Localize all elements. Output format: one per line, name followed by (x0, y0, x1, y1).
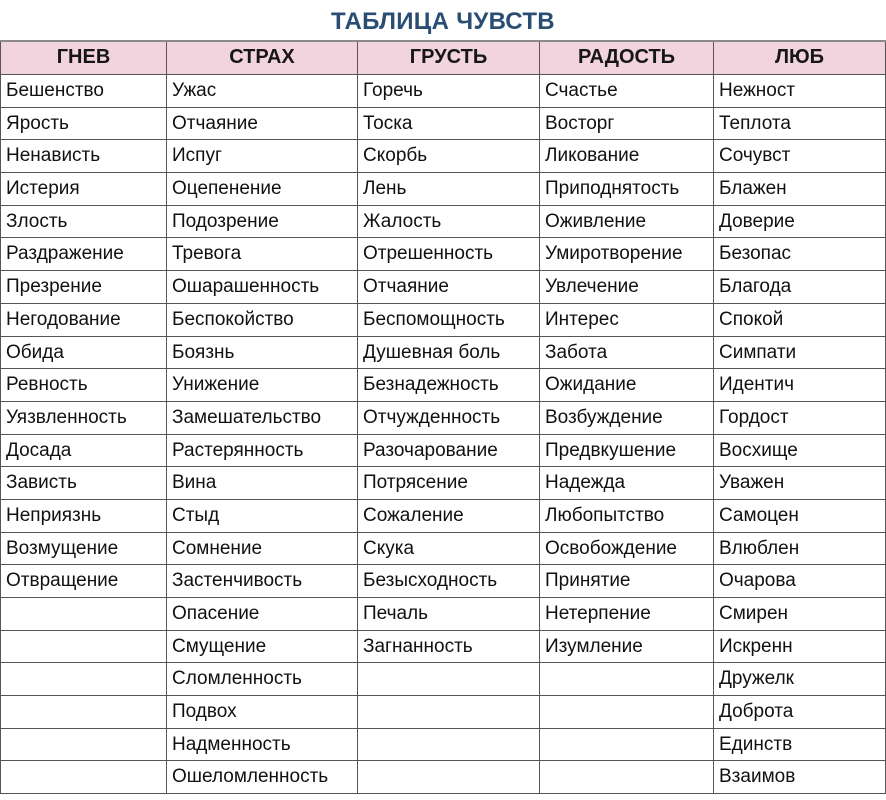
table-cell: Замешательство (167, 402, 358, 435)
table-cell: Изумление (540, 631, 714, 664)
table-cell: Безысходность (358, 565, 540, 598)
table-cell: Отвращение (0, 565, 167, 598)
table-cell: Уважен (714, 467, 886, 500)
table-cell (358, 761, 540, 794)
column-header: СТРАХ (167, 42, 358, 75)
table-cell: Теплота (714, 108, 886, 141)
table-cell: Отчужденность (358, 402, 540, 435)
table-cell (540, 663, 714, 696)
table-cell: Разочарование (358, 435, 540, 468)
table-cell: Интерес (540, 304, 714, 337)
table-cell: Счастье (540, 75, 714, 108)
table-cell: Ненависть (0, 140, 167, 173)
table-cell: Отчаяние (358, 271, 540, 304)
table-cell (0, 631, 167, 664)
table-cell: Возбуждение (540, 402, 714, 435)
table-cell: Опасение (167, 598, 358, 631)
table-cell: Сомнение (167, 533, 358, 566)
table-cell: Сочувст (714, 140, 886, 173)
table-cell: Смирен (714, 598, 886, 631)
table-cell: Единств (714, 729, 886, 762)
table-cell: Стыд (167, 500, 358, 533)
table-cell: Застенчивость (167, 565, 358, 598)
table-cell (0, 729, 167, 762)
column-header: ГРУСТЬ (358, 42, 540, 75)
table-cell: Благода (714, 271, 886, 304)
table-cell: Восторг (540, 108, 714, 141)
table-cell: Очарова (714, 565, 886, 598)
table-cell: Дружелк (714, 663, 886, 696)
table-cell: Спокой (714, 304, 886, 337)
table-cell: Ликование (540, 140, 714, 173)
table-cell: Тревога (167, 238, 358, 271)
table-cell: Ошарашенность (167, 271, 358, 304)
table-cell: Нежност (714, 75, 886, 108)
table-cell: Возмущение (0, 533, 167, 566)
table-cell: Влюблен (714, 533, 886, 566)
table-cell: Печаль (358, 598, 540, 631)
table-cell: Сожаление (358, 500, 540, 533)
table-cell: Беспокойство (167, 304, 358, 337)
table-cell: Уязвленность (0, 402, 167, 435)
table-cell: Смущение (167, 631, 358, 664)
table-cell: Унижение (167, 369, 358, 402)
table-cell (358, 663, 540, 696)
table-cell: Боязнь (167, 337, 358, 370)
table-cell: Горечь (358, 75, 540, 108)
table-cell: Раздражение (0, 238, 167, 271)
table-cell: Подвох (167, 696, 358, 729)
table-cell: Принятие (540, 565, 714, 598)
table-cell: Отчаяние (167, 108, 358, 141)
table-cell: Доверие (714, 206, 886, 239)
column-header: ЛЮБ (714, 42, 886, 75)
table-cell: Ужас (167, 75, 358, 108)
table-cell (540, 696, 714, 729)
table-cell: Нетерпение (540, 598, 714, 631)
table-cell: Самоцен (714, 500, 886, 533)
table-cell (540, 729, 714, 762)
table-cell: Душевная боль (358, 337, 540, 370)
table-cell: Искренн (714, 631, 886, 664)
table-cell: Ярость (0, 108, 167, 141)
table-cell: Беспомощность (358, 304, 540, 337)
table-cell (0, 761, 167, 794)
table-cell: Лень (358, 173, 540, 206)
table-cell: Блажен (714, 173, 886, 206)
table-cell: Надежда (540, 467, 714, 500)
table-cell: Бешенство (0, 75, 167, 108)
table-cell: Отрешенность (358, 238, 540, 271)
table-cell: Безнадежность (358, 369, 540, 402)
table-cell: Негодование (0, 304, 167, 337)
table-cell: Забота (540, 337, 714, 370)
table-cell: Растерянность (167, 435, 358, 468)
table-cell: Любопытство (540, 500, 714, 533)
column-header: ГНЕВ (0, 42, 167, 75)
table-cell (0, 663, 167, 696)
table-cell: Испуг (167, 140, 358, 173)
table-cell: Приподнятость (540, 173, 714, 206)
table-cell (358, 729, 540, 762)
table-cell: Ревность (0, 369, 167, 402)
table-cell: Ожидание (540, 369, 714, 402)
table-cell: Потрясение (358, 467, 540, 500)
table-cell: Доброта (714, 696, 886, 729)
column-header: РАДОСТЬ (540, 42, 714, 75)
table-cell: Оцепенение (167, 173, 358, 206)
table-cell: Загнанность (358, 631, 540, 664)
table-cell: Истерия (0, 173, 167, 206)
table-cell: Презрение (0, 271, 167, 304)
table-cell: Подозрение (167, 206, 358, 239)
table-cell: Взаимов (714, 761, 886, 794)
table-cell (0, 598, 167, 631)
table-cell: Гордост (714, 402, 886, 435)
table-cell: Надменность (167, 729, 358, 762)
table-cell: Симпати (714, 337, 886, 370)
table-cell: Предвкушение (540, 435, 714, 468)
table-cell: Зависть (0, 467, 167, 500)
table-cell: Неприязнь (0, 500, 167, 533)
table-cell: Ошеломленность (167, 761, 358, 794)
table-cell: Скорбь (358, 140, 540, 173)
table-cell: Безопас (714, 238, 886, 271)
table-title: ТАБЛИЦА ЧУВСТВ (331, 8, 555, 35)
table-cell: Освобождение (540, 533, 714, 566)
table-cell: Досада (0, 435, 167, 468)
table-cell: Восхище (714, 435, 886, 468)
table-cell: Злость (0, 206, 167, 239)
table-cell: Умиротворение (540, 238, 714, 271)
table-cell: Тоска (358, 108, 540, 141)
table-cell: Скука (358, 533, 540, 566)
table-cell: Идентич (714, 369, 886, 402)
table-cell (0, 696, 167, 729)
feelings-table (0, 40, 886, 794)
table-cell: Обида (0, 337, 167, 370)
table-cell (358, 696, 540, 729)
table-cell: Сломленность (167, 663, 358, 696)
table-cell: Вина (167, 467, 358, 500)
table-cell: Жалость (358, 206, 540, 239)
table-cell: Увлечение (540, 271, 714, 304)
table-cell: Оживление (540, 206, 714, 239)
table-cell (540, 761, 714, 794)
